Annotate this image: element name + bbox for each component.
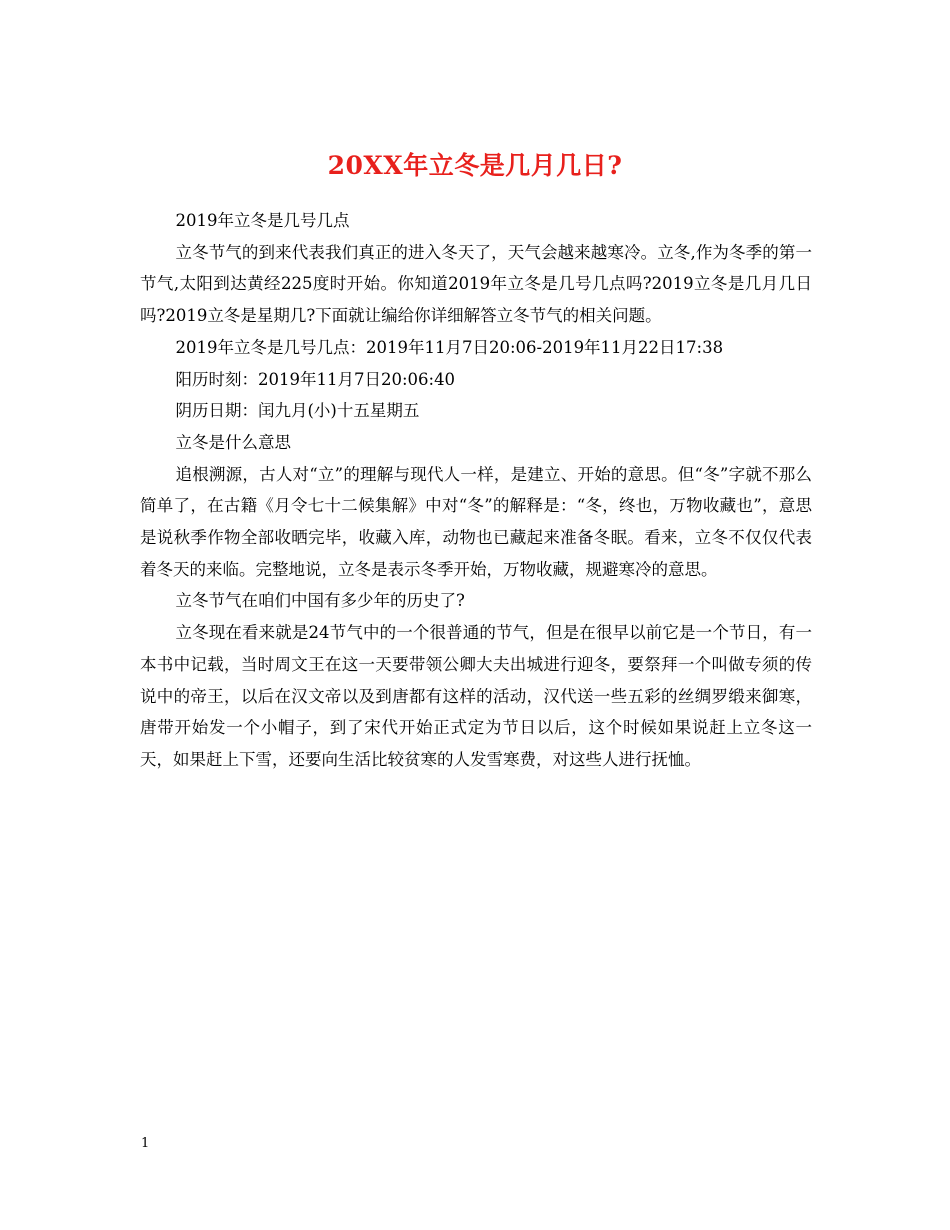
time-range-line: 2019年立冬是几号几点：2019年11月7日20:06-2019年11月22日17:38 (175, 337, 724, 357)
document-body (140, 205, 812, 776)
document-title: 20XX年立冬是几月几日? (327, 150, 623, 180)
section-heading-history: 立冬节气在咱们中国有多少年的历史了? (175, 591, 465, 611)
lunar-date-line: 阴历日期：闰九月(小)十五星期五 (175, 401, 420, 421)
meaning-paragraph: 追根溯源，古人对“立”的理解与现代人一样，是建立、开始的意思。但“冬”字就不那么简单了，在古籍《月令七十二候集解》中对“冬”的解释是：“冬，终也，万物收藏也”，意思是说秋季作物全部收晒完毕，收藏入库，动物也已藏起来准备冬眠。看来，立冬不仅仅代表着冬天的来临。完整地说，立冬是表示冬季开始，万物收藏，规避寒冷的意思。 (140, 464, 812, 579)
intro-paragraph: 立冬节气的到来代表我们真正的进入冬天了，天气会越来越寒冷。立冬,作为冬季的第一节气,太阳到达黄经225度时开始。你知道2019年立冬是几号几点吗?2019立冬是几月几日吗?2019立冬是星期几?下面就让编给你详细解答立冬节气的相关问题。 (140, 242, 812, 326)
page-number: 1 (141, 1136, 150, 1151)
solar-time-line: 阳历时刻：2019年11月7日20:06:40 (175, 369, 456, 389)
history-paragraph: 立冬现在看来就是24节气中的一个很普通的节气，但是在很早以前它是一个节日，有一本书中记载，当时周文王在这一天要带领公卿大夫出城进行迎冬，要祭拜一个叫做专须的传说中的帝王，以后在汉文帝以及到唐都有这样的活动，汉代送一些五彩的丝绸罗缎来御寒，唐带开始发一个小帽子，到了宋代开始正式定为节日以后，这个时候如果说赶上立冬这一天，如果赶上下雪，还要向生活比较贫寒的人发雪寒费，对这些人进行抚恤。 (140, 623, 812, 769)
section-heading-meaning: 立冬是什么意思 (175, 432, 291, 452)
section-heading-date: 2019年立冬是几号几点 (175, 211, 350, 230)
